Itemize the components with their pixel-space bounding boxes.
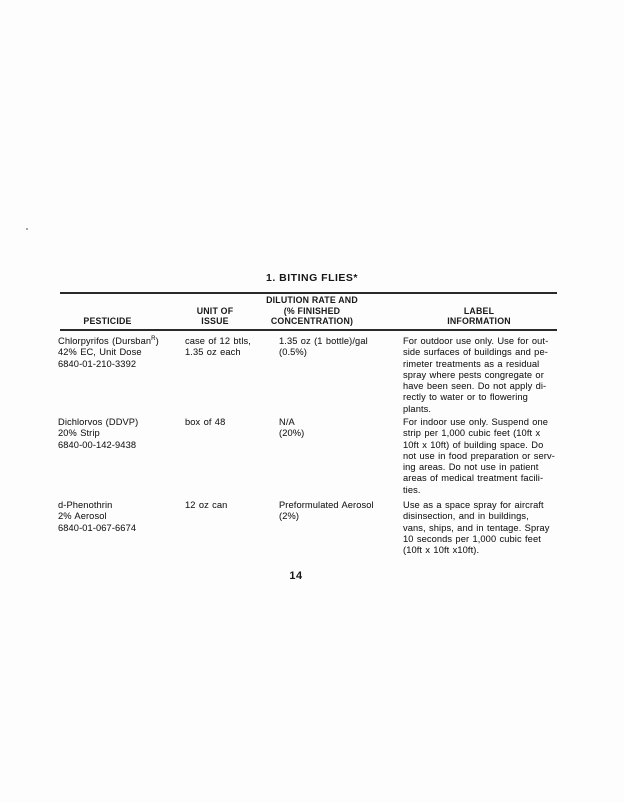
header-line: DILUTION RATE AND	[266, 295, 358, 306]
label-information-cell	[403, 336, 563, 415]
pesticide-name-line: d-Phenothrin	[58, 500, 113, 510]
dilution-rate-cell	[279, 417, 401, 440]
label-line: areas of medical treatment facili-	[403, 473, 544, 484]
label-line: plants.	[403, 403, 432, 414]
header-line: UNIT OF	[196, 305, 234, 316]
label-line: ing areas. Do not use in patient	[403, 462, 539, 473]
label-line: spray where pests congregate or	[403, 369, 544, 380]
unit-line: box of 48	[185, 417, 226, 427]
pesticide-name-line: Chlorpyrifos (Dursban$^R$)	[58, 335, 159, 346]
dilution-rate-cell	[279, 336, 401, 359]
label-line: strip per 1,000 cubic feet (10ft x	[403, 428, 541, 439]
label-line: (10ft x 10ft x10ft).	[403, 545, 480, 556]
header-line: INFORMATION	[447, 316, 511, 327]
label-line: disinsection, and in buildings,	[403, 511, 529, 522]
pesticide-strength-line: 2% Aerosol	[58, 511, 107, 522]
label-information-cell	[403, 417, 563, 496]
column-header-unit-of-issue	[170, 294, 260, 327]
header-line: CONCENTRATION)	[270, 316, 354, 327]
scan-speck	[26, 228, 28, 230]
label-line: have been seen. Do not apply di-	[403, 381, 547, 392]
label-line: Use as a space spray for aircraft	[403, 500, 544, 510]
header-line: LABEL	[463, 305, 495, 316]
dilution-line: (2%)	[279, 511, 300, 522]
nsn-text: 6840-01-067-6674	[58, 522, 137, 533]
unit-of-issue-cell	[185, 336, 277, 359]
nsn-text: 6840-00-142-9438	[58, 439, 137, 450]
header-line: (% FINISHED	[283, 305, 341, 316]
label-line: ties.	[403, 484, 421, 495]
label-information-cell	[403, 500, 563, 556]
unit-line: 12 oz can	[185, 500, 228, 510]
label-line: rectly to water or to flowering	[403, 392, 528, 403]
label-line: not use in food preparation or serv-	[403, 450, 555, 461]
label-line: 10ft x 10ft) of building space. Do	[403, 439, 544, 450]
unit-of-issue-cell	[185, 417, 277, 428]
dilution-line: (20%)	[279, 428, 305, 439]
unit-line: case of 12 btls,	[185, 336, 251, 346]
column-header-label-information	[400, 294, 558, 327]
dilution-line: Preformulated Aerosol	[279, 500, 374, 510]
unit-of-issue-cell	[185, 500, 277, 511]
dilution-line: (0.5%)	[279, 347, 307, 358]
pesticide-cell	[58, 500, 180, 534]
pesticide-strength-line: 42% EC, Unit Dose	[58, 347, 142, 358]
header-line: ISSUE	[201, 316, 229, 327]
table-header-rule	[60, 329, 557, 331]
registered-trademark-sup: R	[151, 335, 156, 342]
label-line: vans, ships, and in tentage. Spray	[403, 522, 550, 533]
page-number: 14	[289, 570, 303, 582]
unit-line: 1.35 oz each	[185, 347, 241, 358]
pesticide-name-line: Dichlorvos (DDVP)	[58, 417, 139, 427]
pesticide-cell	[58, 417, 180, 451]
label-line: side surfaces of buildings and pe-	[403, 347, 548, 358]
nsn-text: 6840-01-210-3392	[58, 358, 137, 369]
dilution-rate-cell	[279, 500, 401, 523]
dilution-line: N/A	[279, 417, 295, 427]
label-line: rimeter treatments as a residual	[403, 358, 540, 369]
dilution-line: 1.35 oz (1 bottle)/gal	[279, 336, 368, 346]
header-line: PESTICIDE	[83, 316, 132, 327]
column-header-pesticide	[50, 294, 165, 327]
pesticide-strength-line: 20% Strip	[58, 428, 100, 439]
column-header-dilution-rate	[252, 294, 372, 327]
label-line: 10 seconds per 1,000 cubic feet	[403, 533, 541, 544]
label-line: For outdoor use only. Use for out-	[403, 336, 549, 346]
pesticide-cell	[58, 336, 180, 370]
section-title: 1. BITING FLIES*	[265, 272, 358, 284]
label-line: For indoor use only. Suspend one	[403, 417, 549, 427]
